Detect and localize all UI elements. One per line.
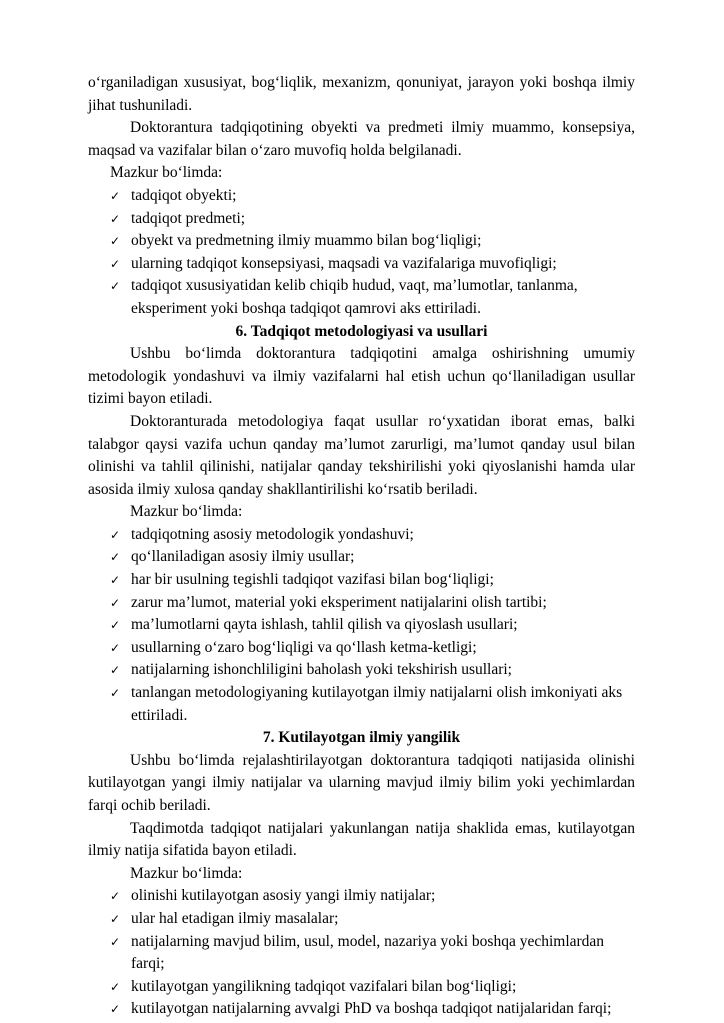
list-item-text: qo‘llaniladigan asosiy ilmiy usullar; <box>131 548 355 566</box>
section-7-mazkur-label: Mazkur bo‘limda: <box>130 864 243 882</box>
document-page <box>88 72 635 1021</box>
list-item-text: tadqiqot predmeti; <box>131 209 246 227</box>
check-mark-icon: ✓ <box>110 686 121 701</box>
section-6-list <box>88 524 635 727</box>
section-7-heading: 7. Kutilayotgan ilmiy yangilik <box>262 729 461 747</box>
list-item <box>88 931 635 976</box>
list-item-text: obyekt va predmetning ilmiy muammo bilan bog‘liqligi; <box>131 232 482 250</box>
list-item-text: zarur ma’lumot, material yoki eksperiment natijalarini olish tartibi; <box>131 593 547 611</box>
section-7-paragraph-1: Ushbu bo‘limda rejalashtirilayotgan doktorantura tadqiqoti natijasida olinishi kutilayotgan yangi ilmiy natijalar va ularning mavjud ilmiy bilim yoki yechimlardan farqi ochib beriladi. <box>88 751 635 814</box>
list-item <box>88 637 635 660</box>
list-item <box>88 208 635 231</box>
check-mark-icon: ✓ <box>110 573 121 588</box>
list-item <box>88 976 635 999</box>
list-item-text: har bir usulning tegishli tadqiqot vazifasi bilan bog‘liqligi; <box>131 571 494 589</box>
list-item-text: tadqiqotning asosiy metodologik yondashuvi; <box>131 525 414 543</box>
section-7-list <box>88 885 635 1021</box>
list-item <box>88 230 635 253</box>
check-mark-icon: ✓ <box>110 1002 121 1017</box>
list-item <box>88 253 635 276</box>
list-item-text: ma’lumotlarni qayta ishlash, tahlil qilish va qiyoslash usullari; <box>131 616 518 634</box>
section-6-paragraph-1: Ushbu bo‘limda doktorantura tadqiqotini amalga oshirishning umumiy metodologik yondashuvi va ilmiy vazifalarni hal etish uchun qo‘llaniladigan usullar tizimi bayon etiladi. <box>88 345 635 408</box>
intro-continuation: o‘rganiladigan xususiyat, bog‘liqlik, mexanizm, qonuniyat, jarayon yoki boshqa ilmiy jihat tushuniladi. <box>88 74 635 114</box>
list-item <box>88 524 635 547</box>
list-item-text: ularning tadqiqot konsepsiyasi, maqsadi va vazifalariga muvofiqligi; <box>131 254 557 272</box>
list-item-text: kutilayotgan yangilikning tadqiqot vazifalari bilan bog‘liqligi; <box>131 977 517 995</box>
list-item <box>88 659 635 682</box>
list-item <box>88 569 635 592</box>
section-6-paragraph-2: Doktoranturada metodologiya faqat usullar ro‘yxatidan iborat emas, balki talabgor qaysi vazifa uchun qanday ma’lumot zarurligi, ma’lumot qanday usul bilan olinishi va tahlil qilinishi, natijalar qanday tekshirilishi yoki qiyoslanishi hamda ular asosida ilmiy xulosa qanday shakllantirilishi ko‘rsatib beriladi. <box>88 412 635 498</box>
check-mark-icon: ✓ <box>110 663 121 678</box>
list-item <box>88 275 635 320</box>
intro-list <box>88 185 635 321</box>
check-mark-icon: ✓ <box>110 188 121 203</box>
check-mark-icon: ✓ <box>110 279 121 294</box>
check-mark-icon: ✓ <box>110 889 121 904</box>
check-mark-icon: ✓ <box>110 911 121 926</box>
check-mark-icon: ✓ <box>110 211 121 226</box>
list-item <box>88 185 635 208</box>
list-item <box>88 592 635 615</box>
check-mark-icon: ✓ <box>110 550 121 565</box>
check-mark-icon: ✓ <box>110 618 121 633</box>
intro-paragraph: Doktorantura tadqiqotining obyekti va predmeti ilmiy muammo, konsepsiya, maqsad va vazifalar bilan o‘zaro muvofiq holda belgilanadi. <box>88 119 635 159</box>
list-item <box>88 682 635 727</box>
intro-mazkur-label: Mazkur bo‘limda: <box>110 164 223 182</box>
list-item <box>88 885 635 908</box>
list-item-text: tanlangan metodologiyaning kutilayotgan ilmiy natijalarni olish imkoniyati aks ettiriladi. <box>131 684 623 724</box>
list-item-text: natijalarning ishonchliligini baholash yoki tekshirish usullari; <box>131 661 512 679</box>
list-item <box>88 908 635 931</box>
list-item <box>88 546 635 569</box>
list-item <box>88 614 635 637</box>
check-mark-icon: ✓ <box>110 256 121 271</box>
list-item-text: ular hal etadigan ilmiy masalalar; <box>131 909 339 927</box>
check-mark-icon: ✓ <box>110 979 121 994</box>
check-mark-icon: ✓ <box>110 640 121 655</box>
list-item-text: tadqiqot xususiyatidan kelib chiqib hudud, vaqt, ma’lumotlar, tanlanma, eksperiment yoki boshqa tadqiqot qamrovi aks ettiriladi. <box>131 277 578 317</box>
section-6-heading: 6. Tadqiqot metodologiyasi va usullari <box>235 322 488 340</box>
list-item-text: olinishi kutilayotgan asosiy yangi ilmiy natijalar; <box>131 887 436 905</box>
section-7-paragraph-2: Taqdimotda tadqiqot natijalari yakunlangan natija shaklida emas, kutilayotgan ilmiy natija sifatida bayon etiladi. <box>88 819 635 860</box>
check-mark-icon: ✓ <box>110 234 121 249</box>
list-item-text: kutilayotgan natijalarning avvalgi PhD va boshqa tadqiqot natijalaridan farqi; <box>131 1000 612 1018</box>
list-item-text: usullarning o‘zaro bog‘liqligi va qo‘llash ketma-ketligi; <box>131 638 477 656</box>
check-mark-icon: ✓ <box>110 934 121 949</box>
list-item-text: tadqiqot obyekti; <box>131 186 237 204</box>
list-item-text: natijalarning mavjud bilim, usul, model, nazariya yoki boshqa yechimlardan farqi; <box>131 932 605 973</box>
section-6-mazkur-label: Mazkur bo‘limda: <box>130 503 243 521</box>
list-item <box>88 998 635 1021</box>
check-mark-icon: ✓ <box>110 595 121 610</box>
check-mark-icon: ✓ <box>110 527 121 542</box>
